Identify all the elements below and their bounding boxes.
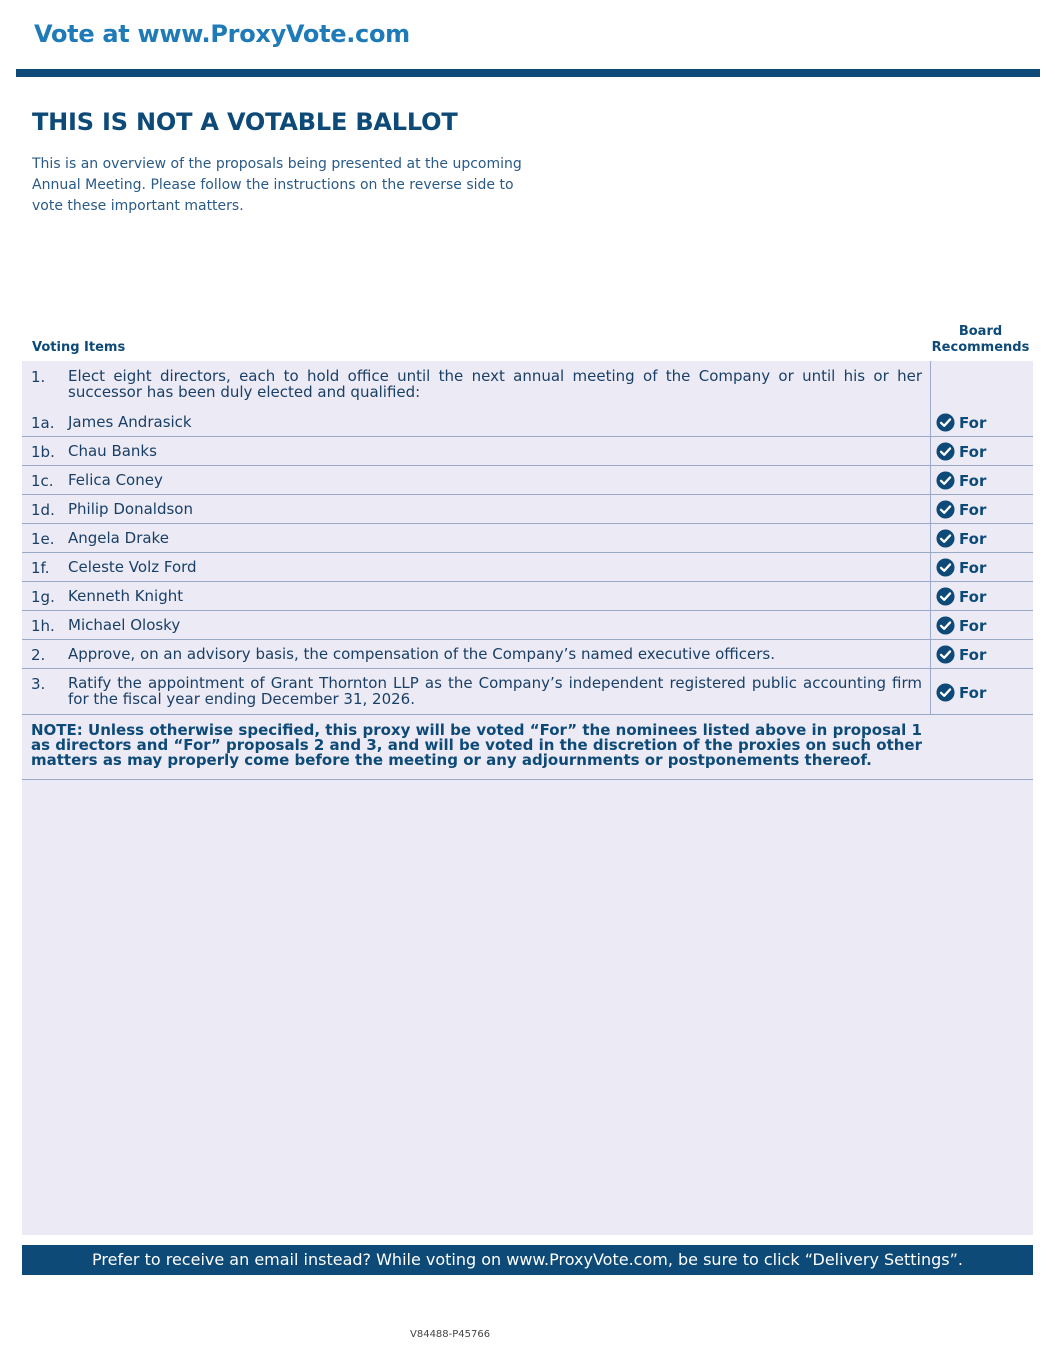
- board-recommendation-cell: [930, 524, 1033, 552]
- voting-item-row: [22, 466, 1033, 495]
- voting-item-number: 1h.: [31, 617, 55, 635]
- recommendation-label: For: [959, 471, 987, 490]
- board-recommendation-cell: [930, 553, 1033, 581]
- voting-item-text: Angela Drake: [68, 529, 169, 547]
- email-notice-bar: [22, 1245, 1033, 1275]
- board-recommendation-cell: [930, 611, 1033, 639]
- ballot-heading: THIS IS NOT A VOTABLE BALLOT: [32, 108, 458, 136]
- voting-item-text: Elect eight directors, each to hold office until the next annual meeting of the Company or until his or her successor has been duly elected and qualified:: [68, 367, 922, 401]
- voting-item-number: 1a.: [31, 414, 55, 432]
- check-circle-icon: [936, 442, 955, 461]
- voting-item-row: [22, 361, 1033, 408]
- recommendation-label: For: [959, 413, 987, 432]
- voting-item-text: Celeste Volz Ford: [68, 558, 197, 576]
- voting-item-text: Ratify the appointment of Grant Thornton LLP as the Company’s independent registered public accounting firm for the fiscal year ending December 31, 2026.: [68, 674, 922, 708]
- recommendation-label: For: [959, 500, 987, 519]
- voting-item-row: [22, 553, 1033, 582]
- board-recommendation-cell: [930, 437, 1033, 465]
- voting-item-text: Chau Banks: [68, 442, 157, 460]
- board-header-line1: Board: [958, 324, 1003, 339]
- email-notice-text: Prefer to receive an email instead? While voting on www.ProxyVote.com, be sure to click “Delivery Settings”.: [92, 1250, 963, 1269]
- board-recommendation-cell: [930, 669, 1033, 714]
- voting-item-text: Approve, on an advisory basis, the compensation of the Company’s named executive officers.: [68, 645, 776, 663]
- voting-item-number: 2.: [31, 646, 46, 664]
- voting-item-text: Felica Coney: [68, 471, 163, 489]
- voting-note: NOTE: Unless otherwise specified, this proxy will be voted “For” the nominees listed above in proposal 1 as directors and “For” proposals 2 and 3, and will be voted in the discretion of the proxies on such other matters as may properly come before the meeting or any adjournments or postponements thereof.: [31, 721, 922, 769]
- check-circle-icon: [936, 683, 955, 702]
- intro-text: This is an overview of the proposals being presented at the upcoming Annual Meeting. Please follow the instructions on the reverse side to vote these important matters.: [32, 156, 522, 214]
- voting-item-row: [22, 611, 1033, 640]
- note-divider: [22, 779, 1033, 780]
- voting-item-row: [22, 582, 1033, 611]
- voting-item-number: 1c.: [31, 472, 54, 490]
- voting-item-row: [22, 495, 1033, 524]
- voting-item-number: 3.: [31, 675, 46, 693]
- board-header-line2: Recommends: [931, 340, 1030, 355]
- header-title: Vote at www.ProxyVote.com: [34, 20, 410, 48]
- voting-item-row: [22, 524, 1033, 553]
- voting-item-number: 1g.: [31, 588, 55, 606]
- board-recommendation-cell: [930, 361, 1033, 408]
- board-recommends-header: [928, 324, 1033, 356]
- board-recommendation-cell: [930, 408, 1033, 436]
- recommendation-label: For: [959, 587, 987, 606]
- recommendation-label: For: [959, 683, 987, 702]
- check-circle-icon: [936, 558, 955, 577]
- voting-item-number: 1.: [31, 368, 46, 386]
- voting-item-text: James Andrasick: [68, 413, 192, 431]
- board-recommendation-cell: [930, 495, 1033, 523]
- voting-item-number: 1d.: [31, 501, 55, 519]
- recommendation-label: For: [959, 442, 987, 461]
- voting-item-number: 1b.: [31, 443, 55, 461]
- voting-item-row: [22, 669, 1033, 715]
- voting-item-text: Kenneth Knight: [68, 587, 184, 605]
- check-circle-icon: [936, 616, 955, 635]
- check-circle-icon: [936, 500, 955, 519]
- voting-item-row: [22, 437, 1033, 466]
- check-circle-icon: [936, 529, 955, 548]
- document-code: V84488-P45766: [410, 1329, 491, 1340]
- board-recommendation-cell: [930, 582, 1033, 610]
- recommendation-label: For: [959, 529, 987, 548]
- voting-item-number: 1f.: [31, 559, 50, 577]
- check-circle-icon: [936, 471, 955, 490]
- voting-item-number: 1e.: [31, 530, 55, 548]
- check-circle-icon: [936, 587, 955, 606]
- check-circle-icon: [936, 413, 955, 432]
- board-recommendation-cell: [930, 640, 1033, 668]
- voting-item-row: [22, 408, 1033, 437]
- header-rule: [16, 69, 1040, 77]
- voting-item-text: Philip Donaldson: [68, 500, 193, 518]
- voting-items-header: Voting Items: [32, 340, 126, 355]
- board-recommendation-cell: [930, 466, 1033, 494]
- recommendation-label: For: [959, 616, 987, 635]
- check-circle-icon: [936, 645, 955, 664]
- recommendation-label: For: [959, 645, 987, 664]
- voting-item-row: [22, 640, 1033, 669]
- recommendation-label: For: [959, 558, 987, 577]
- voting-item-text: Michael Olosky: [68, 616, 181, 634]
